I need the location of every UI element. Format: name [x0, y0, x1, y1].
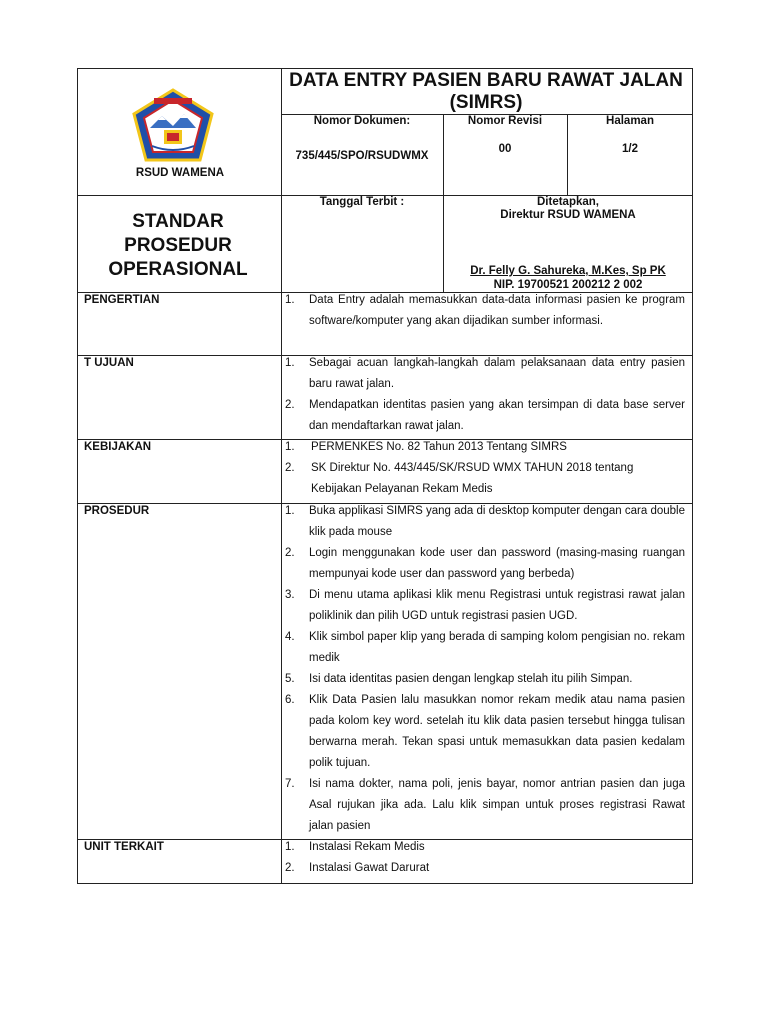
hospital-logo-emblem	[132, 88, 214, 164]
revision-label: Nomor Revisi	[467, 115, 543, 127]
prosedur-list	[285, 501, 685, 837]
list-item: 1. PERMENKES No. 82 Tahun 2013 Tentang SIMRS	[285, 441, 567, 453]
list-item: 2. Instalasi Gawat Darurat	[285, 862, 430, 874]
tujuan-list	[285, 353, 685, 437]
section-label-prosedur: PROSEDUR	[84, 505, 150, 517]
signer-name: Dr. Felly G. Sahureka, M.Kes, Sp PK	[470, 265, 666, 277]
list-item: 1. Buka applikasi SIMRS yang ada di desktop komputer dengan cara double klik pada mouse	[285, 505, 685, 538]
list-item: 6. Klik Data Pasien lalu masukkan nomor rekam medik atau nama pasien pada kolom key word. setelah itu klik data pasien tersebut hingga tulisan berwarna merah. Tekan spasi untuk memasukkan data pasien kedalam polik tujuan.	[285, 694, 685, 769]
section-label-unit-terkait: UNIT TERKAIT	[84, 841, 164, 853]
institution-name: RSUD WAMENA	[135, 167, 225, 179]
section-label-tujuan: T UJUAN	[84, 357, 134, 369]
sop-title: STANDAR PROSEDUR OPERASIONAL	[108, 211, 248, 280]
page-label: Halaman	[606, 115, 654, 127]
list-item: 2. SK Direktur No. 443/445/SK/RSUD WMX TAHUN 2018 tentang Kebijakan Pelayanan Rekam Medis	[285, 462, 634, 495]
kebijakan-list	[285, 437, 685, 500]
page-value: 1/2	[622, 143, 638, 155]
approver-title: Direktur RSUD WAMENA	[500, 209, 636, 221]
pengertian-list	[285, 290, 685, 332]
list-item: 7. Isi nama dokter, nama poli, jenis bayar, nomor antrian pasien dan juga Asal rujukan jika ada. Lalu klik simpan untuk proses registrasi Rawat jalan pasien	[285, 778, 685, 832]
list-item: 2. Login menggunakan kode user dan password (masing-masing ruangan mempunyai kode user dan password yang berbeda)	[285, 547, 685, 580]
list-item: 1. Instalasi Rekam Medis	[285, 841, 425, 853]
list-item: 2. Mendapatkan identitas pasien yang akan tersimpan di data base server dan mendaftarkan rawat jalan.	[285, 399, 685, 432]
column-divider	[281, 68, 282, 884]
list-item: 4. Klik simbol paper klip yang berada di samping kolom pengisian no. rekam medik	[285, 631, 685, 664]
signer-nip: NIP. 19700521 200212 2 002	[493, 279, 643, 291]
list-item: 1. Sebagai acuan langkah-langkah dalam pelaksanaan data entry pasien baru rawat jalan.	[285, 357, 685, 390]
list-item: 3. Di menu utama aplikasi klik menu Registrasi untuk registrasi rawat jalan poliklinik dan pilih UGD untuk registrasi pasien UGD.	[285, 589, 685, 622]
doc-number-label: Nomor Dokumen:	[313, 115, 411, 127]
unit-terkait-list	[285, 837, 685, 879]
list-item: 5. Isi data identitas pasien dengan lengkap stelah itu pilih Simpan.	[285, 673, 633, 685]
list-item: 1. Data Entry adalah memasukkan data-data informasi pasien ke program software/komputer yang akan dijadikan sumber informasi.	[285, 294, 685, 327]
section-label-kebijakan: KEBIJAKAN	[84, 441, 152, 453]
issue-date-label: Tanggal Terbit :	[319, 196, 405, 208]
section-label-pengertian: PENGERTIAN	[84, 294, 160, 306]
page-title: DATA ENTRY PASIEN BARU RAWAT JALAN (SIMRS)	[289, 70, 683, 113]
approval-label: Ditetapkan,	[537, 196, 599, 208]
doc-number-value: 735/445/SPO/RSUDWMX	[295, 150, 429, 162]
revision-value: 00	[498, 143, 512, 155]
